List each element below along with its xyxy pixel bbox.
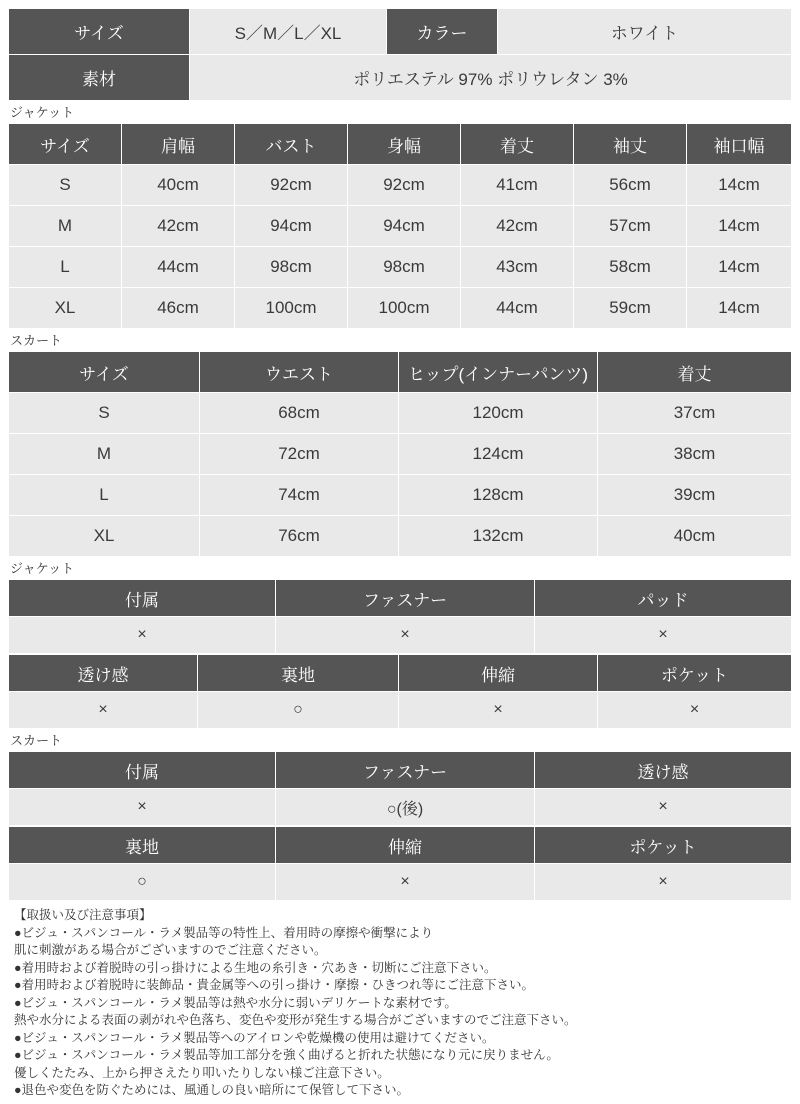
jacket-attributes-table-2 <box>8 654 792 729</box>
cell: 92cm <box>348 165 461 206</box>
cell: 58cm <box>574 247 687 288</box>
cell: 42cm <box>122 206 235 247</box>
cell: 14cm <box>687 206 792 247</box>
table-row <box>9 247 792 288</box>
cell: 40cm <box>122 165 235 206</box>
cell: × <box>276 617 535 654</box>
cell: 44cm <box>122 247 235 288</box>
notes-line: 優しくたたみ、上から押さえたり叩いたりしない様ご注意下さい。 <box>14 1065 390 1080</box>
column-header: ポケット <box>535 827 792 864</box>
jacket-size-caption: ジャケット <box>10 105 75 120</box>
notes-line: ●ビジュ・スパンコール・ラメ製品等加工部分を強く曲げると折れた状態になり元に戻りません。 <box>14 1048 559 1062</box>
column-header: サイズ <box>9 352 200 393</box>
notes-title: 【取扱い及び注意事項】 <box>14 908 152 922</box>
table-row <box>9 692 792 729</box>
cell: 128cm <box>399 475 598 516</box>
cell: 57cm <box>574 206 687 247</box>
table-header-row <box>9 752 792 789</box>
skirt-attributes-table <box>8 751 792 826</box>
column-header: パッド <box>535 580 792 617</box>
cell: L <box>9 247 122 288</box>
product-spec-table <box>8 8 792 101</box>
spec-color-value: ホワイト <box>498 9 792 55</box>
table-row <box>9 789 792 826</box>
cell: 98cm <box>235 247 348 288</box>
column-header: 裏地 <box>9 827 276 864</box>
column-header: 透け感 <box>9 655 198 692</box>
cell: 120cm <box>399 393 598 434</box>
skirt-attrs-caption: スカート <box>10 733 63 748</box>
cell: 46cm <box>122 288 235 329</box>
table-header-row <box>9 827 792 864</box>
care-notes <box>14 907 792 1100</box>
cell: 14cm <box>687 288 792 329</box>
jacket-attrs-caption: ジャケット <box>10 561 75 576</box>
cell: × <box>535 789 792 826</box>
column-header: バスト <box>235 124 348 165</box>
table-row <box>9 393 792 434</box>
column-header: 着丈 <box>598 352 792 393</box>
column-header: ポケット <box>598 655 792 692</box>
column-header: 透け感 <box>535 752 792 789</box>
skirt-size-caption: スカート <box>10 333 63 348</box>
cell: 124cm <box>399 434 598 475</box>
notes-line: 肌に刺激がある場合がございますのでご注意ください。 <box>14 943 327 957</box>
cell: L <box>9 475 200 516</box>
cell: S <box>9 165 122 206</box>
table-row <box>9 434 792 475</box>
cell: 74cm <box>200 475 399 516</box>
notes-line: 熱や水分による表面の剥がれや色落ち、変色や変形が発生する場合がございますのでご注意下さい。 <box>14 1013 577 1027</box>
cell: × <box>535 864 792 901</box>
skirt-size-table <box>8 351 792 557</box>
notes-line: ●ビジュ・スパンコール・ラメ製品等へのアイロンや乾燥機の使用は避けてください。 <box>14 1030 495 1045</box>
cell: ○(後) <box>276 789 535 826</box>
cell: 41cm <box>461 165 574 206</box>
skirt-attributes-table-2 <box>8 826 792 901</box>
table-header-row <box>9 352 792 393</box>
cell: 98cm <box>348 247 461 288</box>
table-header-row <box>9 580 792 617</box>
column-header: ファスナー <box>276 752 535 789</box>
cell: XL <box>9 288 122 329</box>
table-row <box>9 516 792 557</box>
cell: 56cm <box>574 165 687 206</box>
column-header: 付属 <box>9 580 276 617</box>
table-row <box>9 9 792 55</box>
table-row <box>9 617 792 654</box>
cell: XL <box>9 516 200 557</box>
cell: 92cm <box>235 165 348 206</box>
column-header: ファスナー <box>276 580 535 617</box>
notes-line: ●ビジュ・スパンコール・ラメ製品等は熱や水分に弱いデリケートな素材です。 <box>14 995 457 1010</box>
cell: 132cm <box>399 516 598 557</box>
table-header-row <box>9 655 792 692</box>
cell: × <box>598 692 792 729</box>
cell: 76cm <box>200 516 399 557</box>
cell: 37cm <box>598 393 792 434</box>
column-header: 袖口幅 <box>687 124 792 165</box>
cell: 40cm <box>598 516 792 557</box>
cell: 94cm <box>235 206 348 247</box>
cell: 38cm <box>598 434 792 475</box>
cell: 14cm <box>687 247 792 288</box>
column-header: 着丈 <box>461 124 574 165</box>
cell: 43cm <box>461 247 574 288</box>
cell: ○ <box>198 692 399 729</box>
notes-line: ●着用時および着脱時に装飾品・貴金属等への引っ掛け・摩擦・ひきつれ等にご注意下さい。 <box>14 978 535 992</box>
cell: 94cm <box>348 206 461 247</box>
table-header-row <box>9 124 792 165</box>
notes-line: ●ビジュ・スパンコール・ラメ製品等の特性上、着用時の摩擦や衝撃により <box>14 925 434 940</box>
column-header: 付属 <box>9 752 276 789</box>
cell: 14cm <box>687 165 792 206</box>
column-header: ヒップ(インナーパンツ) <box>399 352 598 393</box>
table-row <box>9 864 792 901</box>
spec-size-header: サイズ <box>9 9 190 55</box>
column-header: 伸縮 <box>276 827 535 864</box>
cell: × <box>9 789 276 826</box>
cell: ○ <box>9 864 276 901</box>
spec-color-header: カラー <box>387 9 498 55</box>
table-row <box>9 206 792 247</box>
cell: 42cm <box>461 206 574 247</box>
table-row <box>9 288 792 329</box>
spec-material-value: ポリエステル 97% ポリウレタン 3% <box>190 55 792 101</box>
notes-line: ●退色や変色を防ぐためには、風通しの良い暗所にて保管して下さい。 <box>14 1083 410 1097</box>
cell: 100cm <box>348 288 461 329</box>
cell: 68cm <box>200 393 399 434</box>
cell: M <box>9 206 122 247</box>
jacket-size-table <box>8 123 792 329</box>
cell: M <box>9 434 200 475</box>
column-header: 伸縮 <box>399 655 598 692</box>
cell: S <box>9 393 200 434</box>
notes-line: ●着用時および着脱時の引っ掛けによる生地の糸引き・穴あき・切断にご注意下さい。 <box>14 960 497 975</box>
table-row <box>9 165 792 206</box>
column-header: 身幅 <box>348 124 461 165</box>
column-header: 裏地 <box>198 655 399 692</box>
cell: 100cm <box>235 288 348 329</box>
spec-size-value: S／M／L／XL <box>190 9 387 55</box>
cell: × <box>399 692 598 729</box>
column-header: 肩幅 <box>122 124 235 165</box>
cell: × <box>9 617 276 654</box>
column-header: サイズ <box>9 124 122 165</box>
cell: × <box>9 692 198 729</box>
cell: 72cm <box>200 434 399 475</box>
cell: × <box>276 864 535 901</box>
table-row <box>9 475 792 516</box>
cell: × <box>535 617 792 654</box>
column-header: 袖丈 <box>574 124 687 165</box>
spec-material-header: 素材 <box>9 55 190 101</box>
cell: 39cm <box>598 475 792 516</box>
table-row <box>9 55 792 101</box>
cell: 44cm <box>461 288 574 329</box>
column-header: ウエスト <box>200 352 399 393</box>
cell: 59cm <box>574 288 687 329</box>
jacket-attributes-table <box>8 579 792 654</box>
